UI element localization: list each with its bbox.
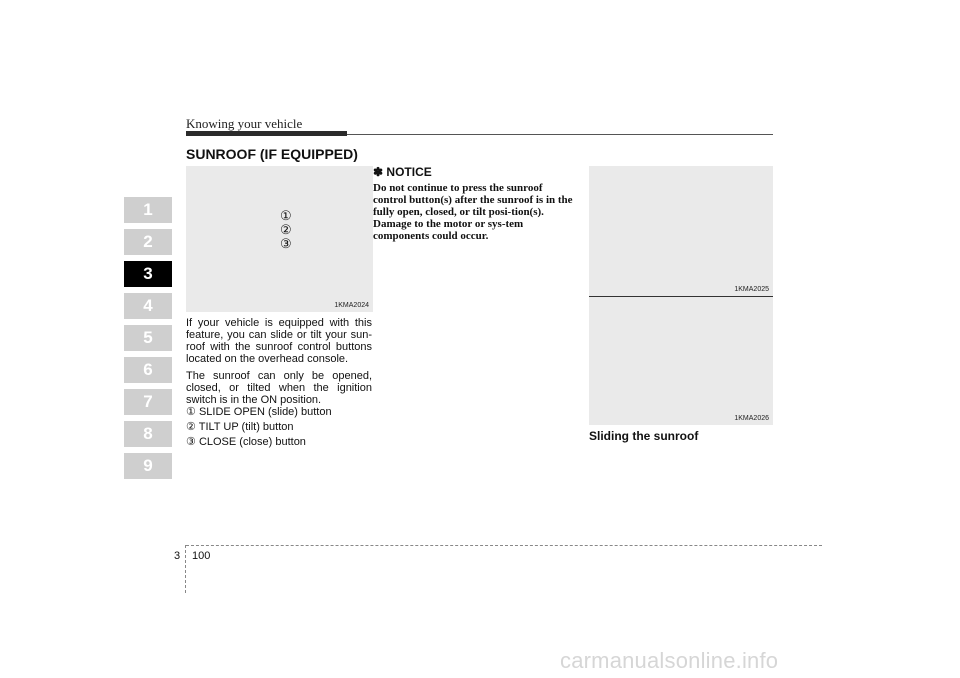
figure-caption: Sliding the sunroof [589,429,699,443]
notice-label: NOTICE [386,165,432,179]
chapter-tab-3[interactable]: 3 [124,261,172,287]
chapter-tab-6[interactable]: 6 [124,357,172,383]
section-header: Knowing your vehicle [186,116,303,131]
list-label: CLOSE (close) button [198,436,306,448]
section-title: SUNROOF (IF EQUIPPED) [186,146,358,162]
ignition-paragraph: The sunroof can only be opened, closed, or tilted when the ignition switch is in the ON position. [186,370,372,406]
notice-symbol-icon: ✽ [373,165,384,179]
chapter-tab-4[interactable]: 4 [124,293,172,319]
chapter-tab-1[interactable]: 1 [124,197,172,223]
figure-code: 1KMA2026 [734,415,769,422]
list-item [186,405,372,420]
footer-divider [185,545,186,593]
footer-rule [186,545,822,546]
figure-code: 1KMA2025 [734,286,769,293]
button-list [186,405,372,450]
sunroof-controls-figure [186,166,373,312]
list-label: TILT UP (tilt) button [198,421,294,433]
list-marker: ② [186,421,196,433]
chapter-tab-2[interactable]: 2 [124,229,172,255]
watermark: carmanualsonline.info [560,648,779,673]
chapter-tab-5[interactable]: 5 [124,325,172,351]
callout-3: ③ [280,236,292,251]
chapter-tab-7[interactable]: 7 [124,389,172,415]
page-number: 100 [192,550,211,562]
intro-paragraph: If your vehicle is equipped with this feature, you can slide or tilt your sun-roof with the sunroof control buttons located on the overhead console. [186,317,372,365]
figure-code: 1KMA2024 [334,302,369,309]
list-marker: ③ [186,436,196,448]
notice-heading [373,165,432,179]
list-label: SLIDE OPEN (slide) button [198,406,332,418]
header-bar [186,131,347,136]
chapter-tab-8[interactable]: 8 [124,421,172,447]
list-item [186,420,372,435]
sunroof-figure-top [589,166,773,296]
callout-1: ① [280,208,292,223]
body-text [186,317,372,411]
page-chapter: 3 [174,550,181,562]
list-marker: ① [186,406,196,418]
callout-2: ② [280,222,292,237]
sunroof-figure-bottom [589,297,773,425]
figure-callouts [280,209,292,251]
notice-text: Do not continue to press the sunroof control button(s) after the sunroof is in the fully open, closed, or tilt posi-tion(s). Damage to the motor or sys-tem components could occur. [373,182,573,242]
chapter-tab-9[interactable]: 9 [124,453,172,479]
list-item [186,435,372,450]
